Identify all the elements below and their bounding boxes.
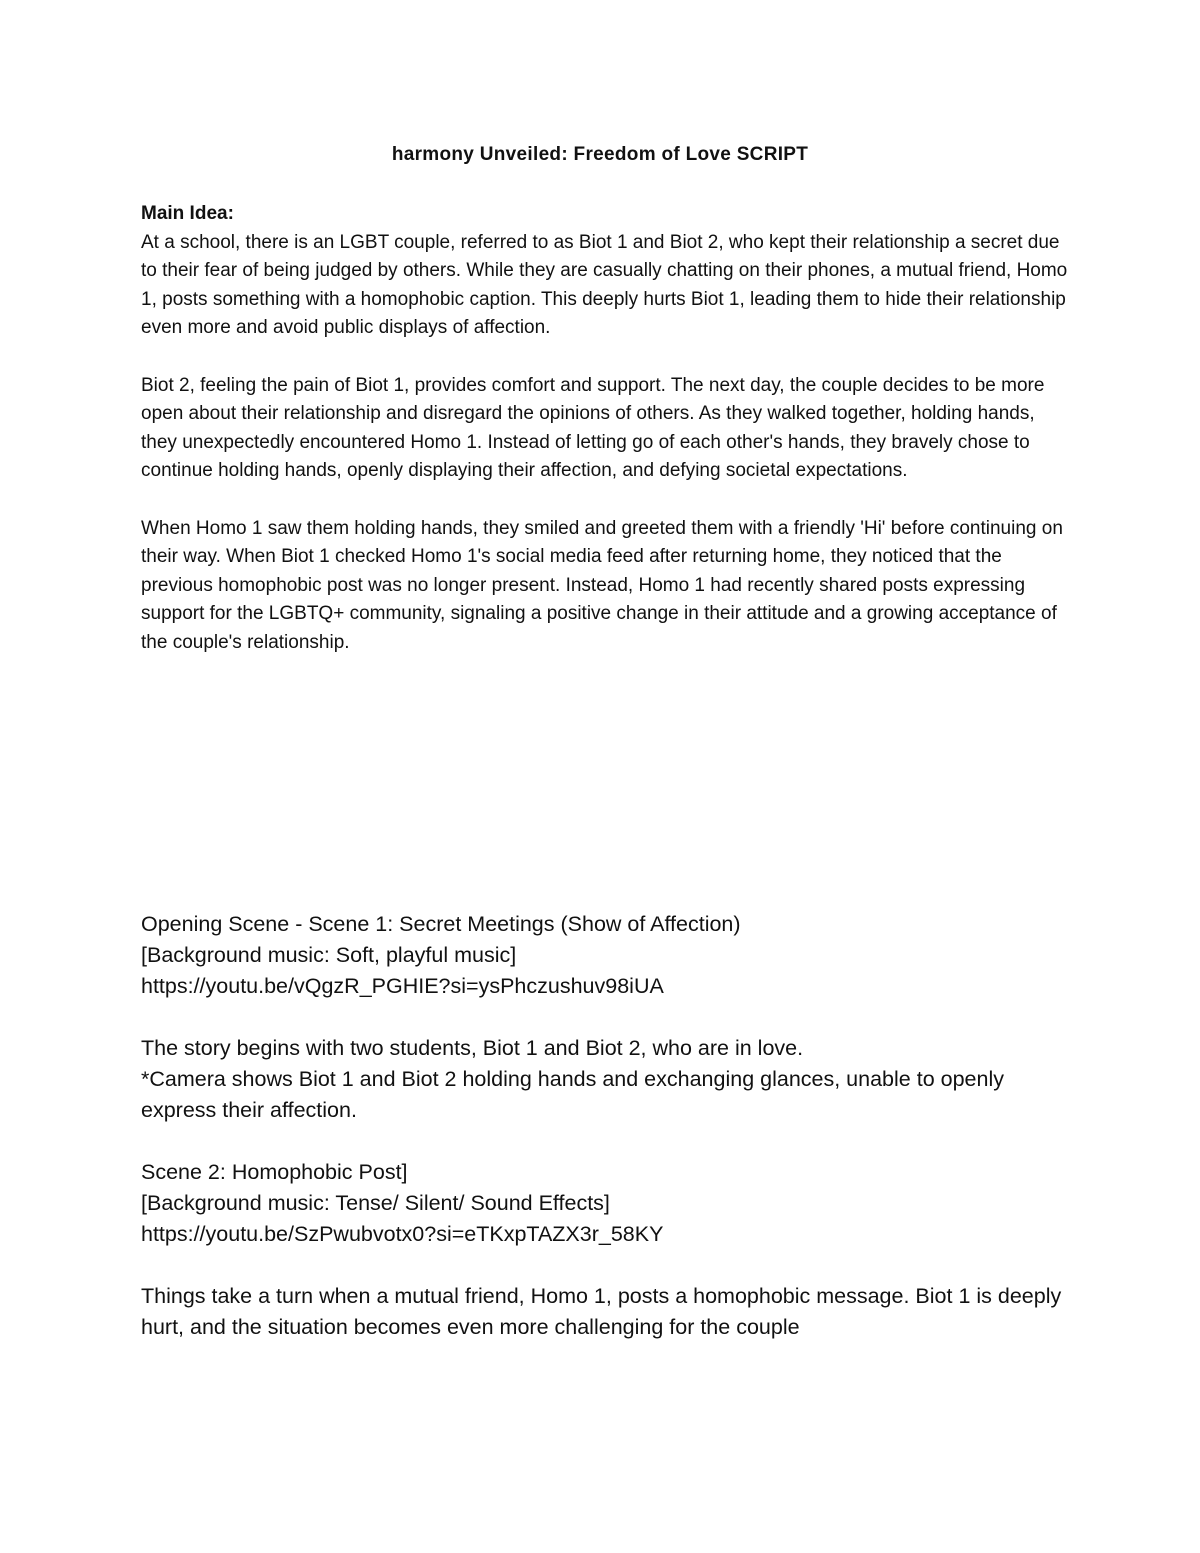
- scene-1-heading: Opening Scene - Scene 1: Secret Meetings (Show of Affection): [141, 912, 741, 936]
- scene-1-link: https://youtu.be/vQgzR_PGHIE?si=ysPhczushuv98iUA: [141, 974, 664, 998]
- scene-2-link: https://youtu.be/SzPwubvotx0?si=eTKxpTAZX3r_58KY: [141, 1222, 664, 1246]
- scene-2-story: Things take a turn when a mutual friend, Homo 1, posts a homophobic message. Biot 1 is deeply hurt, and the situation becomes even more challenging for the couple: [141, 1284, 1062, 1339]
- scene-2-music: [Background music: Tense/ Silent/ Sound Effects]: [141, 1191, 610, 1215]
- main-idea-heading: Main Idea:: [141, 203, 234, 224]
- scene-2-heading: Scene 2: Homophobic Post]: [141, 1160, 408, 1184]
- scene-1-music: [Background music: Soft, playful music]: [141, 943, 517, 967]
- scene-2-header-block: [141, 1157, 1081, 1250]
- main-idea-paragraph-2: Biot 2, feeling the pain of Biot 1, provides comfort and support. The next day, the couple decides to be more open about their relationship and disregard the opinions of others. As they walked together, holding hands, they unexpectedly encountered Homo 1. Instead of letting go of each other's hands, they bravely chose to continue holding hands, openly displaying their affection, and defying societal expectations.: [141, 374, 1045, 482]
- script-section: [141, 909, 1081, 1374]
- document-title: harmony Unveiled: Freedom of Love SCRIPT: [391, 144, 809, 165]
- scene-1-body-block: [141, 1033, 1081, 1126]
- scene-1-camera-direction: *Camera shows Biot 1 and Biot 2 holding hands and exchanging glances, unable to openly express their affection.: [141, 1067, 1004, 1122]
- main-idea-paragraph-3: When Homo 1 saw them holding hands, they smiled and greeted them with a friendly 'Hi' before continuing on their way. When Biot 1 checked Homo 1's social media feed after returning home, they noticed that the previous homophobic post was no longer present. Instead, Homo 1 had recently shared posts expressing support for the LGBTQ+ community, signaling a positive change in their attitude and a growing acceptance of the couple's relationship.: [141, 517, 1063, 653]
- main-idea-paragraph-1: At a school, there is an LGBT couple, referred to as Biot 1 and Biot 2, who kept their relationship a secret due to their fear of being judged by others. While they are casually chatting on their phones, a mutual friend, Homo 1, posts something with a homophobic caption. This deeply hurts Biot 1, leading them to hide their relationship even more and avoid public displays of affection.: [141, 231, 1068, 339]
- main-idea-section: [141, 200, 1071, 686]
- scene-1-header-block: [141, 909, 1081, 1002]
- scene-1-story: The story begins with two students, Biot 1 and Biot 2, who are in love.: [141, 1036, 804, 1060]
- scene-2-body-block: [141, 1281, 1081, 1343]
